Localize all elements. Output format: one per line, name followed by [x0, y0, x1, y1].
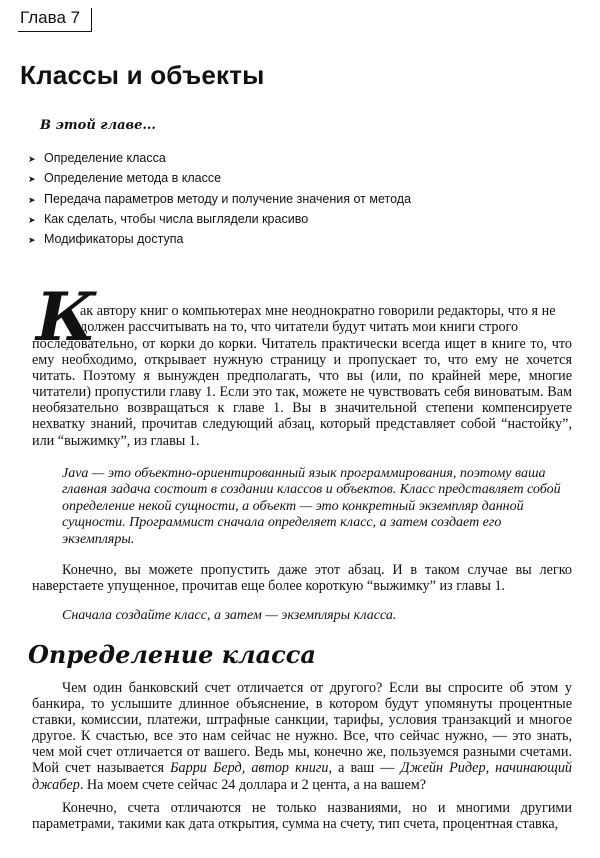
- intro-paragraph: [32, 336, 572, 449]
- account-name-author: Барри Берд, автор книги: [170, 760, 329, 777]
- intro-paragraph-text: последовательно, от корки до корки. Читатель практически всегда ищет в книге то, что ему необходимо, открывает нужную страницу и пропускает то, что ему не хочется читать. Поэтому я вынужден предполагать, что вы (или, по крайней мере, многие читатели) пропустили главу 1. Если это так, можете не чувствовать себя виноватым. Вам необязательно возвращаться к главе 1. Вы в значительной степени компенсируете нехватку знаний, прочитав следующий абзац, который представляет собой “настойку”, или “выжимку”, из главы 1.: [32, 336, 572, 449]
- chapter-contents-list: [28, 148, 411, 249]
- summary-quote: Java — это объектно-ориентированный язык программирования, поэтому ваша главная задача состоит в создании классов и объектов. Класс представляет собой определение некой сущности, а объект — это конкретный экземпляр данной сущности. Программист сначала определяет класс, а затем создает его экземпляры.: [62, 466, 561, 547]
- arrow-bullet-icon: ➤: [28, 214, 36, 225]
- arrow-bullet-icon: ➤: [28, 154, 36, 164]
- contents-item-label: Как сделать, чтобы числа выглядели красиво: [44, 211, 309, 226]
- section-heading: Определение класса: [28, 640, 316, 669]
- arrow-bullet-icon: ➤: [28, 194, 36, 205]
- skip-paragraph: Конечно, вы можете пропустить даже этот абзац. И в таком случае вы легко наверстаете упущенное, прочитав еще более короткую “выжимку” из главы 1.: [32, 562, 572, 595]
- arrow-bullet-icon: ➤: [28, 174, 36, 185]
- in-chapter-heading: В этой главе...: [40, 118, 156, 133]
- contents-item: [28, 229, 411, 249]
- section-paragraph-2: Конечно, счета отличаются не только названиями, но и многими другими параметрами, такими как дата открытия, сумма на счету, тип счета, процентная ставка,: [32, 800, 572, 833]
- contents-item: [28, 189, 411, 209]
- chapter-title: Классы и объекты: [20, 60, 265, 90]
- contents-item-label: Модификаторы доступа: [44, 232, 184, 247]
- short-summary-quote: Сначала создайте класс, а затем — экземпляры класса.: [62, 608, 397, 623]
- contents-item-label: Определение метода в классе: [44, 171, 222, 186]
- section-paragraph-text: , а ваш —: [328, 760, 401, 777]
- account-name-reader: Джейн Ридер, начинающий джабер: [32, 760, 573, 793]
- chapter-label-underline: [18, 31, 92, 32]
- arrow-bullet-icon: ➤: [28, 235, 36, 246]
- section-paragraph: [32, 680, 572, 793]
- section-paragraph-text: . На моем счете сейчас 24 доллара и 2 цента, а на вашем?: [79, 776, 427, 793]
- contents-item-label: Передача параметров методу и получение значения от метода: [44, 191, 412, 206]
- drop-cap: К: [36, 278, 97, 356]
- intro-first-text: ак автору книг о компьютерах мне неоднократно говорили редакторы, что я не должен рассчитывать на то, что читатели будут читать мои книги строго: [80, 303, 556, 336]
- chapter-label-rule: [91, 8, 92, 32]
- contents-item: [28, 148, 411, 168]
- contents-item: [28, 168, 411, 188]
- contents-item: [28, 209, 411, 229]
- intro-first-lines: [80, 303, 572, 335]
- chapter-label: Глава 7: [20, 8, 81, 27]
- section-paragraph-text: Чем один банковский счет отличается от другого? Если вы спросите об этом у банкира, то услышите длинное объяснение, в котором будут упомянуты процентные ставки, комиссии, платежи, штрафные санкции, тарифы, условия транзакций и многое другое. К счастью, все это нам сейчас не нужно. Все, что сейчас нужно, — это знать, чем мой счет отличается от вашего. Ведь мы, конечно же, пользуемся разными счетами. Мой счет называется: [32, 680, 572, 777]
- contents-item-label: Определение класса: [44, 151, 166, 165]
